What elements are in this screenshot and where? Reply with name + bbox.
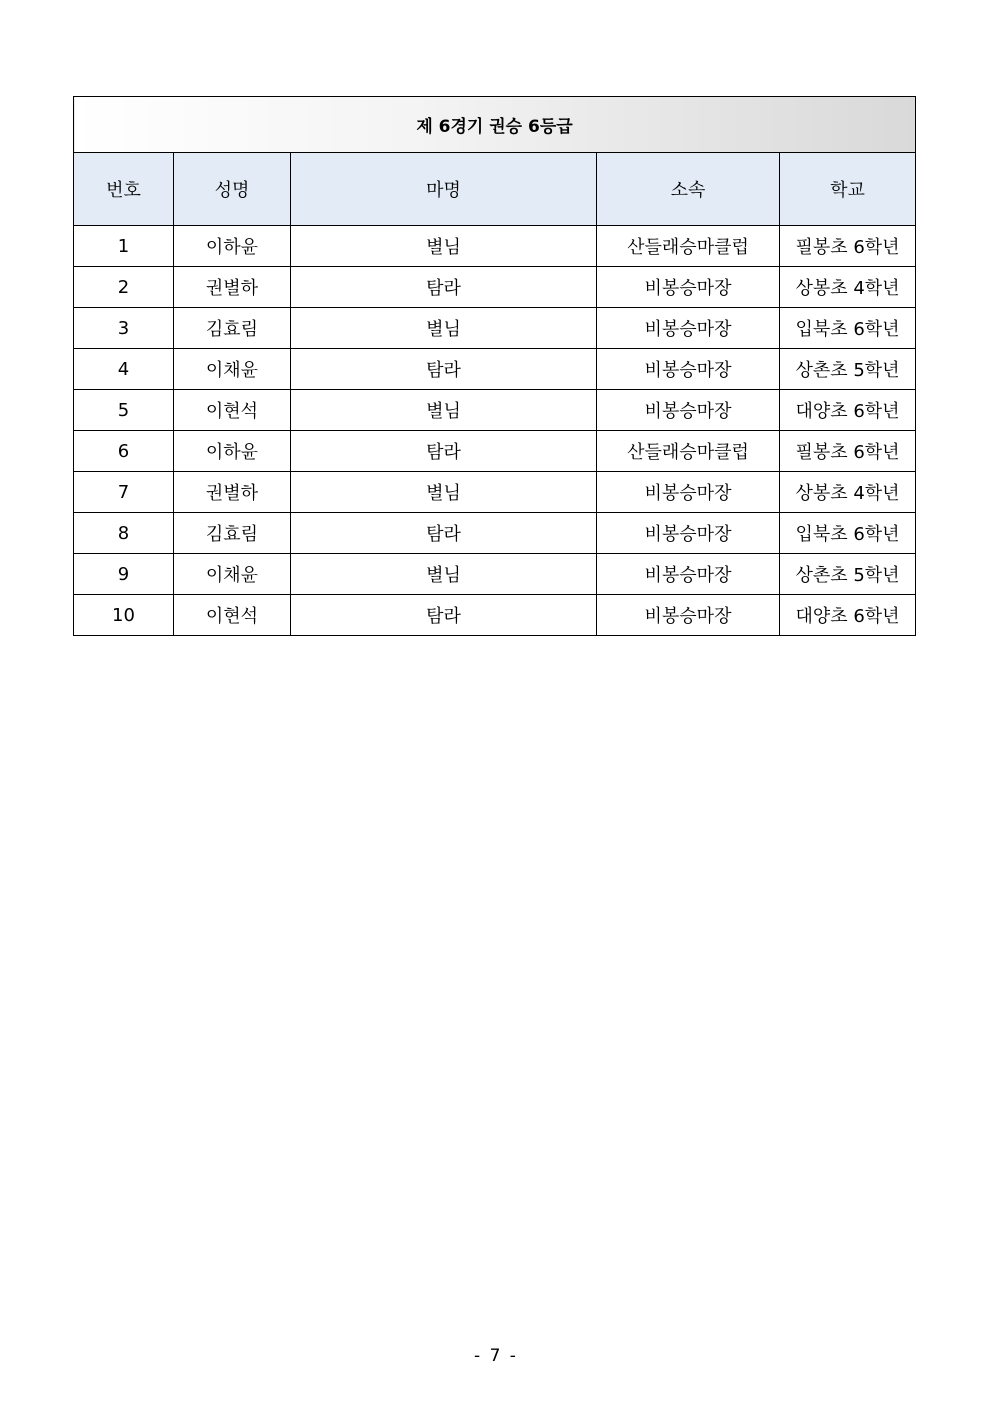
cell-horse: 탐라 [291, 595, 597, 636]
header-name: 성명 [174, 153, 291, 226]
cell-name: 이하윤 [174, 226, 291, 267]
cell-name: 이현석 [174, 595, 291, 636]
cell-school: 대양초 6학년 [780, 595, 916, 636]
cell-horse: 탐라 [291, 431, 597, 472]
cell-name: 이채윤 [174, 554, 291, 595]
cell-affiliation: 비봉승마장 [597, 349, 780, 390]
cell-school: 상촌초 5학년 [780, 554, 916, 595]
cell-school: 입북초 6학년 [780, 513, 916, 554]
table-row [74, 431, 916, 472]
table-row [74, 513, 916, 554]
cell-number: 9 [74, 554, 174, 595]
cell-number: 10 [74, 595, 174, 636]
cell-affiliation: 비봉승마장 [597, 472, 780, 513]
cell-number: 6 [74, 431, 174, 472]
cell-horse: 탐라 [291, 349, 597, 390]
table-row [74, 472, 916, 513]
cell-name: 이하윤 [174, 431, 291, 472]
table-row [74, 554, 916, 595]
cell-name: 김효림 [174, 513, 291, 554]
cell-school: 대양초 6학년 [780, 390, 916, 431]
table-row [74, 308, 916, 349]
page-number: - 7 - [474, 1346, 518, 1366]
cell-number: 5 [74, 390, 174, 431]
cell-number: 4 [74, 349, 174, 390]
cell-school: 입북초 6학년 [780, 308, 916, 349]
cell-number: 2 [74, 267, 174, 308]
cell-horse: 별님 [291, 308, 597, 349]
table-row [74, 390, 916, 431]
header-row [74, 153, 916, 226]
cell-number: 3 [74, 308, 174, 349]
table-title: 제 6경기 권승 6등급 [74, 97, 916, 153]
cell-school: 상봉초 4학년 [780, 472, 916, 513]
header-horse: 마명 [291, 153, 597, 226]
cell-name: 김효림 [174, 308, 291, 349]
cell-affiliation: 산들래승마클럽 [597, 431, 780, 472]
cell-affiliation: 비봉승마장 [597, 390, 780, 431]
cell-horse: 별님 [291, 226, 597, 267]
table-row [74, 595, 916, 636]
cell-horse: 탐라 [291, 267, 597, 308]
entry-table [73, 96, 916, 636]
cell-affiliation: 비봉승마장 [597, 595, 780, 636]
table-row [74, 349, 916, 390]
cell-name: 이채윤 [174, 349, 291, 390]
cell-horse: 별님 [291, 390, 597, 431]
cell-horse: 탐라 [291, 513, 597, 554]
cell-horse: 별님 [291, 554, 597, 595]
cell-affiliation: 산들래승마클럽 [597, 226, 780, 267]
table-row [74, 267, 916, 308]
cell-school: 상봉초 4학년 [780, 267, 916, 308]
cell-number: 1 [74, 226, 174, 267]
cell-name: 이현석 [174, 390, 291, 431]
cell-affiliation: 비봉승마장 [597, 554, 780, 595]
cell-affiliation: 비봉승마장 [597, 267, 780, 308]
table-row [74, 226, 916, 267]
header-school: 학교 [780, 153, 916, 226]
cell-name: 권별하 [174, 472, 291, 513]
cell-affiliation: 비봉승마장 [597, 513, 780, 554]
header-number: 번호 [74, 153, 174, 226]
cell-school: 필봉초 6학년 [780, 431, 916, 472]
cell-number: 7 [74, 472, 174, 513]
cell-number: 8 [74, 513, 174, 554]
cell-horse: 별님 [291, 472, 597, 513]
cell-school: 상촌초 5학년 [780, 349, 916, 390]
cell-name: 권별하 [174, 267, 291, 308]
cell-affiliation: 비봉승마장 [597, 308, 780, 349]
header-affiliation: 소속 [597, 153, 780, 226]
table-body [74, 226, 916, 636]
cell-school: 필봉초 6학년 [780, 226, 916, 267]
